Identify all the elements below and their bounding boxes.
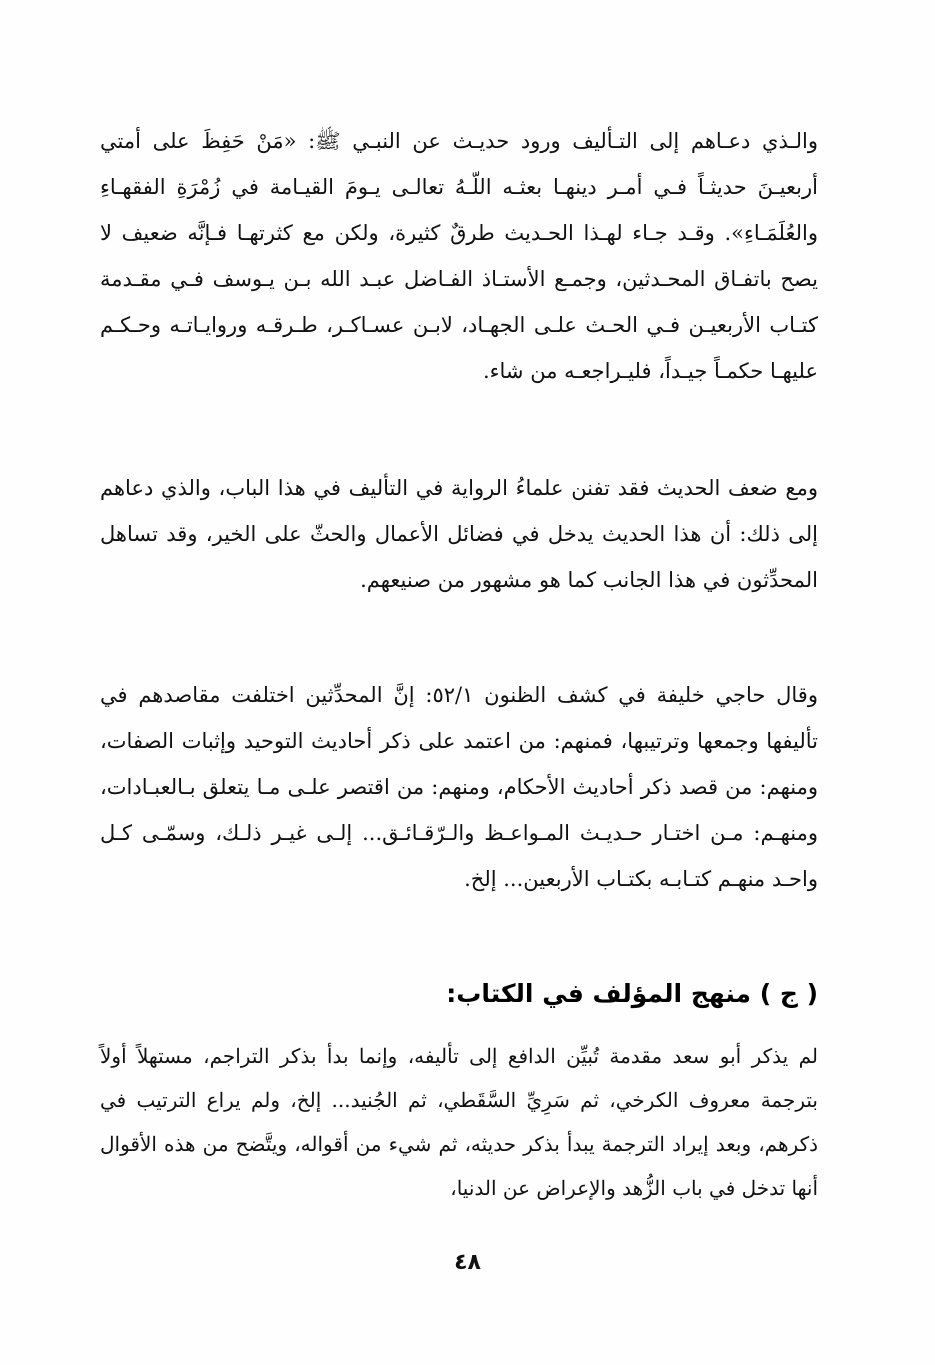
paragraph-forty-hadith-origin: والـذي دعـاهم إلى التـأليف ورود حديـث عن النبـي ﷺ: «مَنْ حَفِظَ على أمتي أربعيـنَ حديثـاً فـي أمـر دينهـا بعثـه اللّـهُ تعالـى يـومَ القيـامة في زُمْرَةِ الفقهـاءِ والعُلَمَـاءِ». وقـد جـاء لهـذا الحـديث طرقٌ كثيرة، ولكن مع كثرتهـا فـإنَّه ضعيف لا يصح باتفـاق المحـدثين، وجمـع الأستـاذ الفـاضل عبـد الله بـن يـوسف فـي مقـدمة كتـاب الأربعيـن فـي الحـث علـى الجهـاد، لابـن عسـاكـر، طـرقـه وروايـاتـه وحـكـم عليهـا حكمـاً جيـداً، فليـراجعـه من شاء. <box>100 129 818 383</box>
paragraph-haji-khalifa-quote: وقال حاجي خليفة في كشف الظنون ٥٢/١: إنَّ المحدِّثين اختلفت مقاصدهم في تأليفها وجمعها وترتيبها، فمنهم: من اعتمد على ذكر أحاديث التوحيد وإثبات الصفات، ومنهم: من قصد ذكر أحاديث الأحكام، ومنهم: من اقتصر علـى مـا يتعلق بـالعبـادات، ومنهـم: مـن اختـار حـديـث المـواعـظ والـرّقـائـق... إلـى غيـر ذلـك، وسمّـى كـل واحـد منهـم كتـابـه بكتـاب الأربعين... إلخ. <box>100 683 818 891</box>
paragraph-weak-hadith: ومع ضعف الحديث فقد تفنن علماءُ الرواية في التأليف في هذا الباب، والذي دعاهم إلى ذلك: أن هذا الحديث يدخل في فضائل الأعمال والحثّ على الخير، وقد تساهل المحدِّثون في هذا الجانب كما هو مشهور من صنيعهم. <box>100 476 818 592</box>
section-heading-author-method: ( ج ) منهج المؤلف في الكتاب: <box>446 979 818 1008</box>
page-number: ٤٨ <box>454 1250 481 1275</box>
paragraph-author-method: لم يذكر أبو سعد مقدمة تُبيِّن الدافع إلى تأليفه، وإنما بدأ بذكر التراجم، مستهلاً أولاً بترجمة معروف الكرخي، ثم سَرِيِّ السَّقَطي، ثم الجُنيد... إلخ، ولم يراع الترتيب في ذكرهم، وبعد إيراد الترجمة يبدأ بذكر حديثه، ثم شيء من أقواله، ويتَّضح من هذه الأقوال أنها تدخل في باب الزُّهد والإعراض عن الدنيا، <box>100 1044 818 1200</box>
